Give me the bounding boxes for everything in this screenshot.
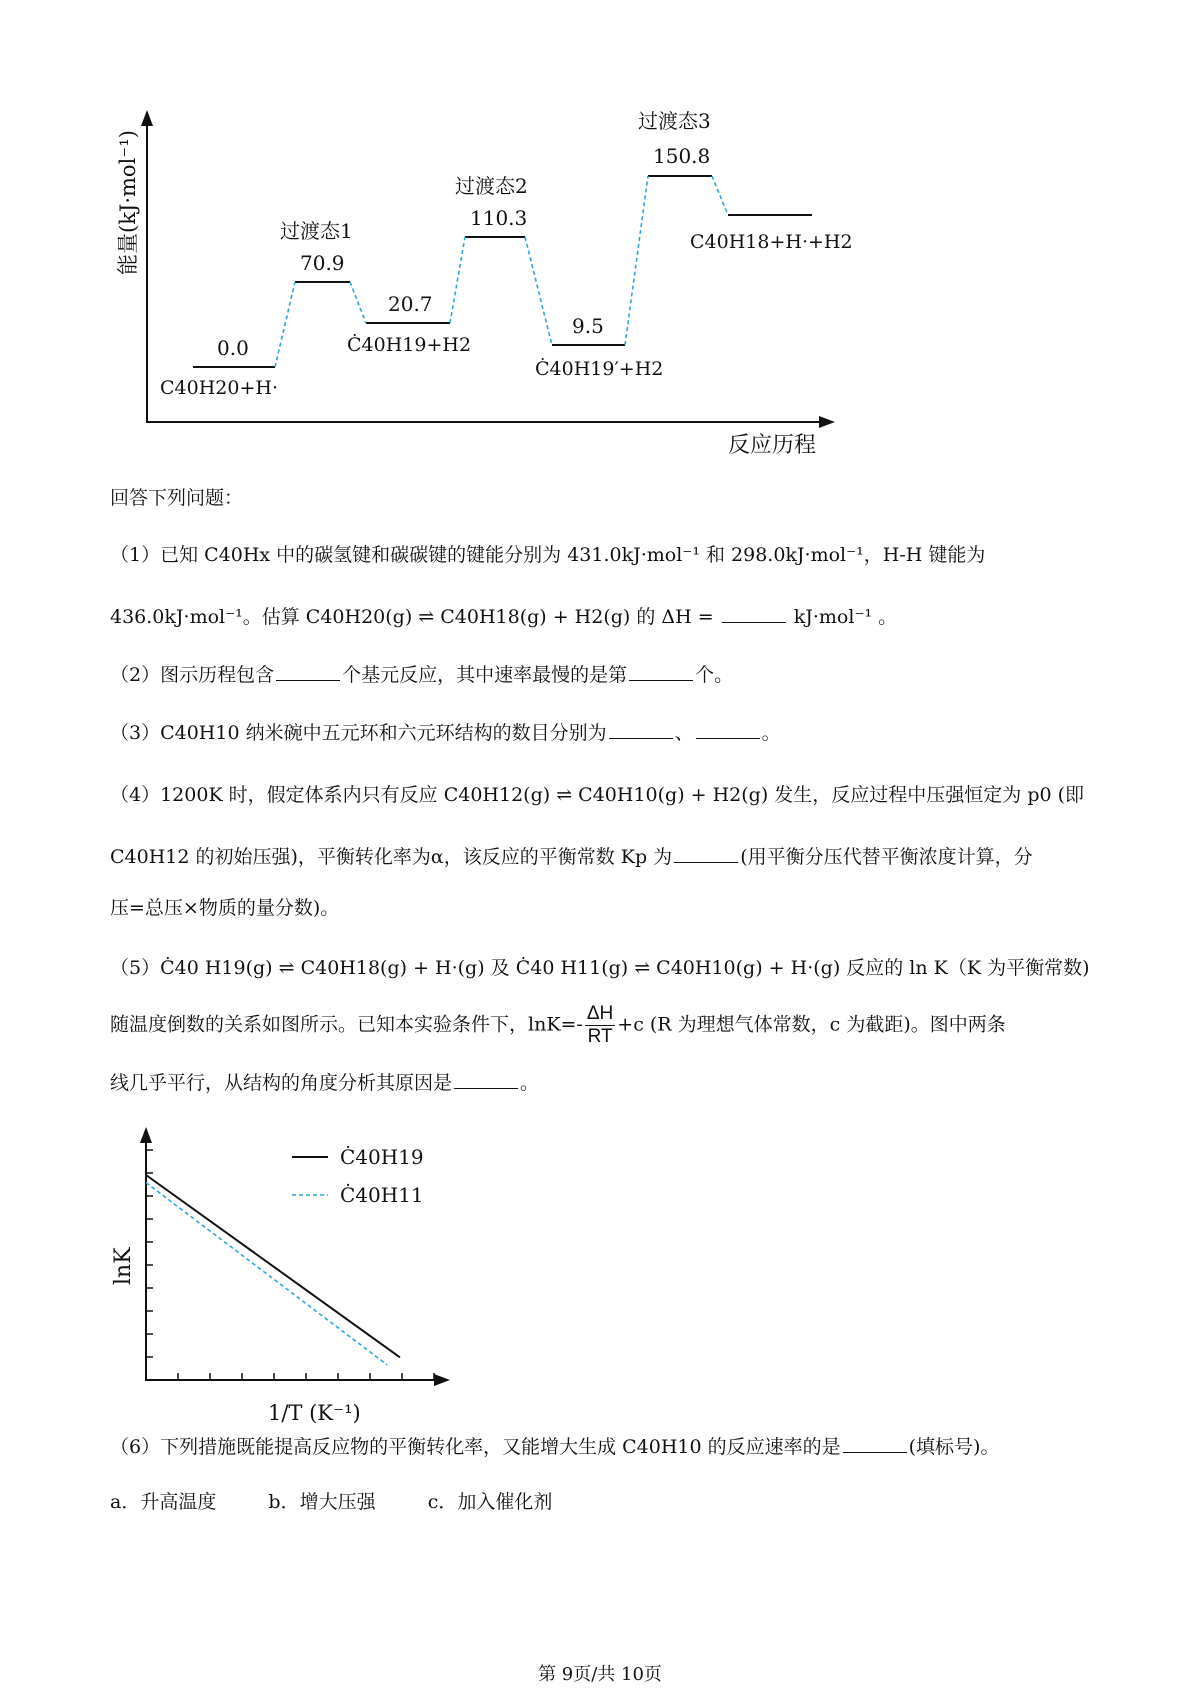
species-reactant: C40H20+H·	[160, 377, 278, 399]
question-6-end: (填标号)。	[908, 1436, 1000, 1458]
value-int1: 20.7	[388, 292, 433, 316]
question-6-options	[110, 1487, 552, 1517]
question-4-text: C40H12 的初始压强)，平衡转化率为α，该反应的平衡常数 Kp 为	[110, 846, 673, 868]
energy-x-axis-label: 反应历程	[728, 433, 817, 458]
question-6	[110, 1432, 999, 1462]
answer-blank-1[interactable]	[722, 604, 786, 623]
question-1-line-2	[110, 602, 897, 632]
answer-blank-6[interactable]	[843, 1434, 907, 1453]
fraction-dh-rt	[585, 1003, 615, 1048]
answer-blank-2a[interactable]	[276, 662, 340, 681]
question-2-part-c: 个。	[695, 664, 734, 686]
species-int1: Ċ40H19+H2	[347, 334, 472, 356]
energy-y-axis-label: 能量(kJ·mol⁻¹)	[116, 130, 140, 275]
legend-label-c40h11: Ċ40H11	[340, 1183, 424, 1207]
question-5-pre: 随温度倒数的关系如图所示。已知本实验条件下，lnK=-	[110, 1013, 583, 1036]
question-3-part-b: 、	[674, 722, 694, 744]
lnk-vs-inverse-temperature-chart	[100, 1115, 500, 1435]
connector-2	[350, 282, 366, 323]
fraction-denominator: RT	[587, 1026, 613, 1047]
energy-y-axis-arrow	[141, 110, 153, 126]
value-ts1: 70.9	[300, 251, 345, 275]
question-5-post: +c (R 为理想气体常数，c 为截距)。图中两条	[617, 1013, 1006, 1036]
answer-blank-3a[interactable]	[609, 720, 673, 739]
question-3	[110, 718, 781, 748]
ts2-label: 过渡态2	[455, 174, 528, 198]
question-2-part-b: 个基元反应，其中速率最慢的是第	[342, 664, 628, 686]
question-1-text: 436.0kJ·mol⁻¹。估算 C40H20(g) ⇌ C40H18(g) + H2(g) 的 ΔH =	[110, 606, 714, 628]
energy-profile-diagram	[0, 0, 1200, 460]
question-4-tail: (用平衡分压代替平衡浓度计算，分	[740, 846, 1033, 868]
legend-label-c40h19: Ċ40H19	[340, 1145, 424, 1169]
connector-6	[712, 176, 728, 215]
question-5-text: 线几乎平行，从结构的角度分析其原因是	[110, 1072, 453, 1094]
connector-3	[450, 237, 465, 323]
question-5-line-3	[110, 1068, 539, 1098]
series-line-c40h11	[146, 1183, 387, 1365]
connector-4	[525, 237, 552, 345]
question-2-part-a: （2）图示历程包含	[110, 664, 275, 686]
option-a: a．升高温度	[110, 1491, 217, 1513]
ts3-label: 过渡态3	[638, 109, 711, 133]
answer-blank-4[interactable]	[674, 844, 738, 863]
value-reactant: 0.0	[217, 336, 249, 360]
lnk-y-axis-label: lnK	[111, 1247, 136, 1285]
answer-blank-2b[interactable]	[629, 662, 693, 681]
ts1-label: 过渡态1	[280, 219, 353, 243]
question-5-line-1: （5）Ċ40 H19(g) ⇌ C40H18(g) + H·(g) 及 Ċ40 H11(g) ⇌ C40H10(g) + H·(g) 反应的 ln K（K 为平衡常数)	[110, 957, 1090, 979]
value-ts2: 110.3	[470, 206, 528, 230]
intro-text: 回答下列问题：	[110, 487, 244, 509]
option-b: b．增大压强	[268, 1491, 376, 1513]
value-int2: 9.5	[572, 314, 604, 338]
question-1-unit: kJ·mol⁻¹ 。	[793, 606, 898, 628]
question-5-end: 。	[520, 1072, 540, 1094]
species-product: C40H18+H·+H2	[690, 231, 853, 253]
question-1-line-1: （1）已知 C40Hx 中的碳氢键和碳碳键的键能分别为 431.0kJ·mol⁻¹ 和 298.0kJ·mol⁻¹，H-H 键能为	[110, 544, 986, 566]
connector-5	[625, 176, 648, 345]
species-int2: Ċ40H19′+H2	[535, 358, 664, 380]
connector-1	[275, 282, 295, 367]
option-c: c．加入催化剂	[427, 1491, 553, 1513]
page-footer: 第 9页/共 10页	[538, 1664, 662, 1685]
fraction-numerator: ΔH	[586, 1003, 614, 1024]
question-3-part-a: （3）C40H10 纳米碗中五元环和六元环结构的数目分别为	[110, 722, 607, 744]
question-4-line-2	[110, 842, 1033, 872]
question-4-line-1: （4）1200K 时，假定体系内只有反应 C40H12(g) ⇌ C40H10(g) + H2(g) 发生，反应过程中压强恒定为 p0 (即	[110, 784, 1085, 806]
lnk-x-axis-arrow	[434, 1374, 450, 1386]
lnk-y-axis-arrow	[140, 1127, 152, 1143]
question-5-line-2	[110, 1003, 1006, 1048]
question-4-line-3: 压=总压×物质的量分数)。	[110, 897, 340, 919]
energy-x-axis-arrow	[819, 416, 835, 428]
lnk-x-axis-label: 1/T (K⁻¹)	[268, 1401, 361, 1425]
answer-blank-3b[interactable]	[696, 720, 760, 739]
question-2	[110, 660, 733, 690]
value-ts3: 150.8	[653, 144, 711, 168]
answer-blank-5[interactable]	[454, 1070, 518, 1089]
question-6-text: （6）下列措施既能提高反应物的平衡转化率，又能增大生成 C40H10 的反应速率的是	[110, 1436, 841, 1458]
question-3-part-c: 。	[761, 722, 781, 744]
